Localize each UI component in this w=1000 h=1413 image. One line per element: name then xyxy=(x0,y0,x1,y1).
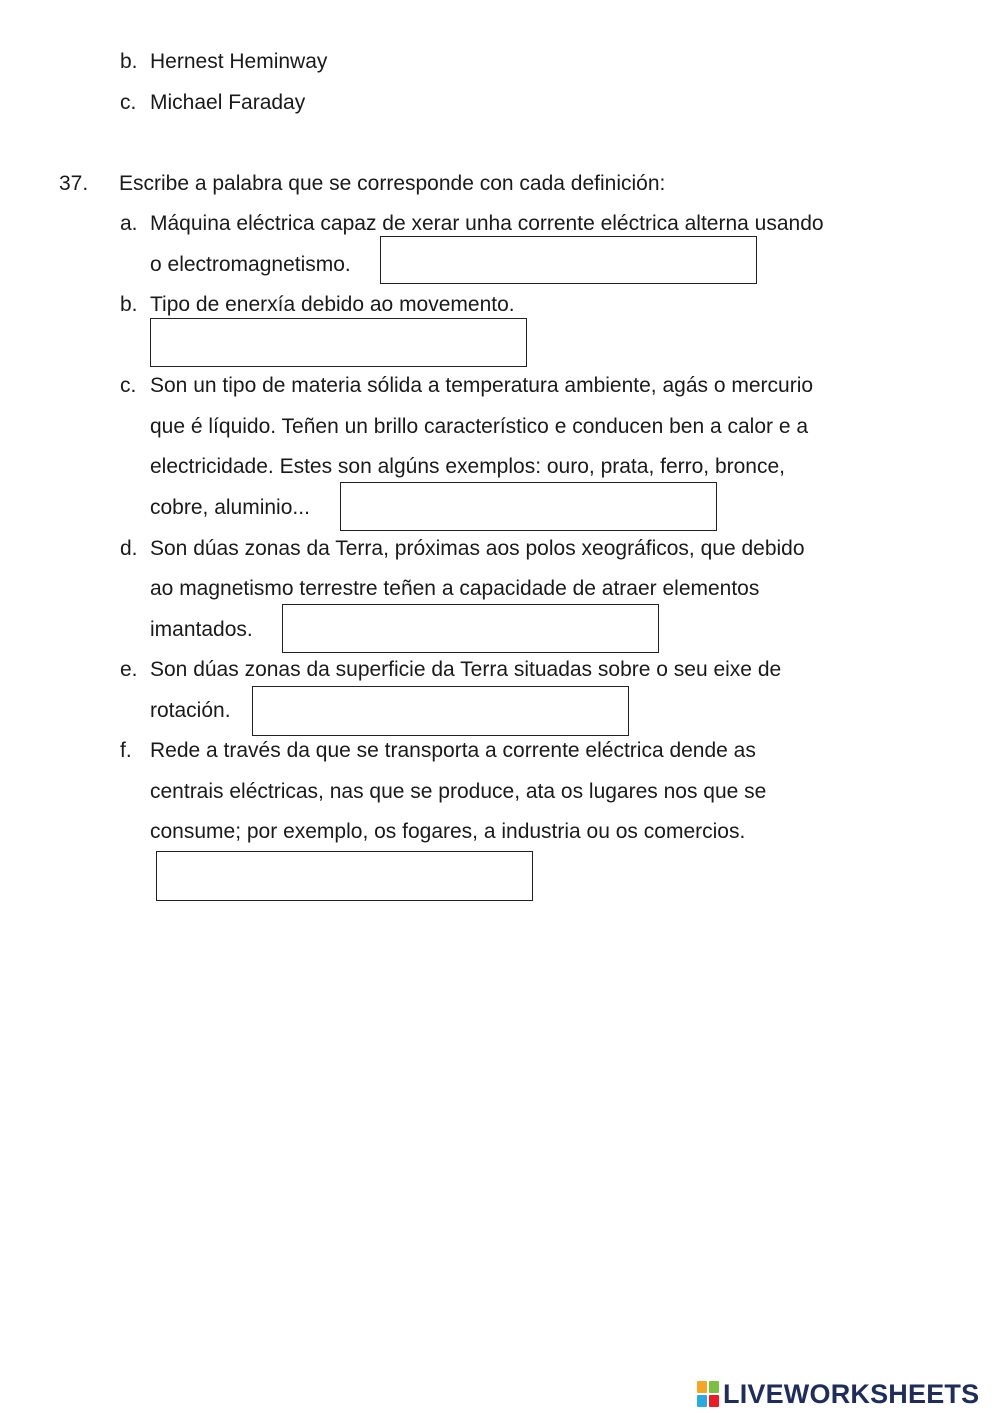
item-c-line-4: cobre, aluminio... xyxy=(150,496,310,519)
answer-input-b[interactable] xyxy=(150,318,527,367)
item-f-line-1: Rede a través da que se transporta a corrente eléctrica dende as xyxy=(150,739,756,762)
logo-tile-1 xyxy=(697,1381,707,1393)
item-c-letter: c. xyxy=(120,374,137,397)
item-d-line-1: Son dúas zonas da Terra, próximas aos polos xeográficos, que debido xyxy=(150,537,805,560)
prev-option-text-c: Michael Faraday xyxy=(150,91,306,114)
item-c-line-3: electricidade. Estes son algúns exemplos: ouro, prata, ferro, bronce, xyxy=(150,455,786,478)
prev-option-letter-b: b. xyxy=(120,50,138,73)
logo-tile-2 xyxy=(709,1381,719,1393)
logo-tile-3 xyxy=(697,1395,707,1407)
logo-tile-4 xyxy=(709,1395,719,1407)
answer-input-e[interactable] xyxy=(252,686,629,736)
answer-input-d[interactable] xyxy=(282,604,659,653)
item-b-letter: b. xyxy=(120,293,138,316)
answer-input-c[interactable] xyxy=(340,482,717,531)
item-d-line-2: ao magnetismo terrestre teñen a capacidade de atraer elementos xyxy=(150,577,760,600)
item-a-line-2: o electromagnetismo. xyxy=(150,253,351,276)
item-d-letter: d. xyxy=(120,537,138,560)
prev-option-letter-c: c. xyxy=(120,91,137,114)
question-prompt: Escribe a palabra que se corresponde con cada definición: xyxy=(119,172,666,195)
item-c-line-1: Son un tipo de materia sólida a temperatura ambiente, agás o mercurio xyxy=(150,374,814,397)
item-f-line-3: consume; por exemplo, os fogares, a industria ou os comercios. xyxy=(150,820,746,843)
item-a-letter: a. xyxy=(120,212,138,235)
item-c-line-2: que é líquido. Teñen un brillo característico e conducen ben a calor e a xyxy=(150,415,809,438)
item-e-line-2: rotación. xyxy=(150,699,231,722)
item-e-line-1: Son dúas zonas da superficie da Terra situadas sobre o seu eixe de xyxy=(150,658,782,681)
item-b-line-1: Tipo de enerxía debido ao movemento. xyxy=(150,293,515,316)
brand-name: LIVEWORKSHEETS xyxy=(723,1378,980,1409)
prev-option-text-b: Hernest Heminway xyxy=(150,50,328,73)
item-e-letter: e. xyxy=(120,658,138,681)
item-f-letter: f. xyxy=(120,739,132,762)
item-a-line-1: Máquina eléctrica capaz de xerar unha corrente eléctrica alterna usando xyxy=(150,212,824,235)
item-d-line-3: imantados. xyxy=(150,618,253,641)
item-f-line-2: centrais eléctricas, nas que se produce, ata os lugares nos que se xyxy=(150,780,767,803)
liveworksheets-logo xyxy=(697,1379,979,1409)
answer-input-a[interactable] xyxy=(380,236,757,284)
question-number: 37. xyxy=(59,172,89,195)
liveworksheets-logo-icon xyxy=(697,1381,719,1407)
answer-input-f[interactable] xyxy=(156,851,533,901)
